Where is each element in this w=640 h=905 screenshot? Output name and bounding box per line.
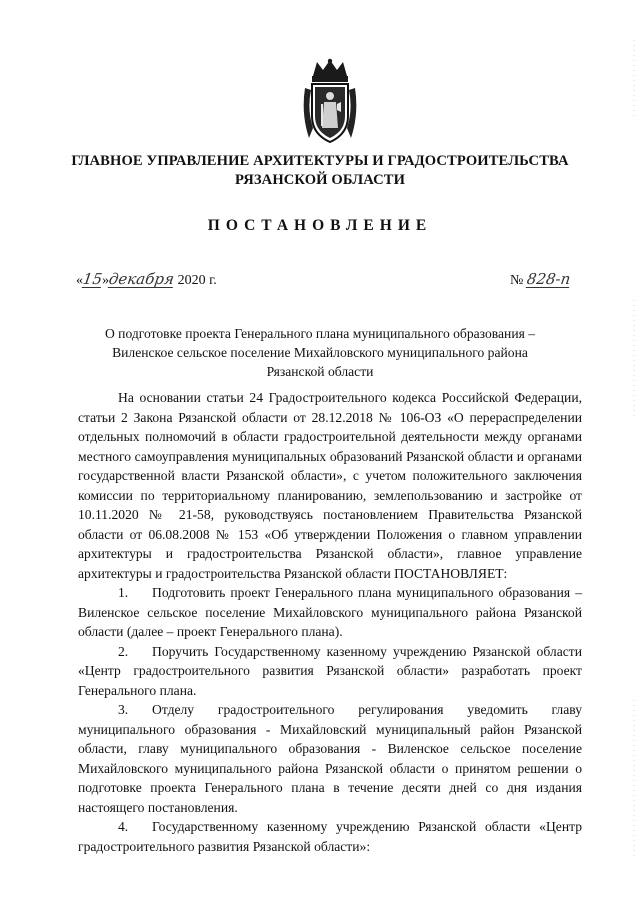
agency-name (40, 152, 600, 190)
number-label: № (510, 273, 524, 288)
item-text: Отделу градостроительного регулирования уведомить главу муниципального образования - Михайловский муниципальный район Рязанской области, главу муниципального образования - Виленское сельское поселение Михайловского муниципального района Рязанской области о принятом решении о подготовке проекта Генерального плана в течение десяти дней со дня издания настоящего постановления. (78, 702, 582, 815)
subject-line-1: О подготовке проекта Генерального плана муниципального образования – (104, 326, 536, 341)
subject-line-2: Виленское сельское поселение Михайловского муниципального района (112, 345, 528, 360)
agency-line-1: ГЛАВНОЕ УПРАВЛЕНИЕ АРХИТЕКТУРЫ И ГРАДОСТРОИТЕЛЬСТВА (71, 153, 569, 169)
document-type: ПОСТАНОВЛЕНИЕ (207, 217, 433, 234)
item-number: 3. (118, 702, 129, 717)
item-text: Поручить Государственному казенному учреждению Рязанской области «Центр градостроительного развития Рязанской области» разработать проект Генерального плана. (78, 643, 582, 698)
item-number: 4. (118, 819, 129, 834)
date-quote-close: » (102, 273, 110, 288)
document-number (510, 270, 570, 289)
list-item (78, 700, 582, 817)
list-item (78, 817, 582, 856)
document-body (78, 388, 582, 856)
list-item (78, 642, 582, 701)
date-month: декабря (107, 270, 176, 288)
item-number: 1. (118, 585, 129, 600)
scan-margin-marks (612, 0, 640, 905)
date-quote-open: « (76, 273, 83, 288)
subject-line-3: Рязанской области (266, 364, 374, 379)
list-item (78, 583, 582, 642)
document-subject (90, 324, 550, 381)
item-text: Государственному казенному учреждению Рязанской области «Центр градостроительного развития Рязанской области»: (78, 819, 582, 854)
preamble-paragraph: На основании статьи 24 Градостроительного кодекса Российской Федерации, статьи 2 Закона Рязанской области от 28.12.2018 № 106-ОЗ «О перераспределении отдельных полномочий в области градостроительной деятельности между органами местного самоуправления муниципальных образований Рязанской области и органами государственной власти Рязанской области», с учетом положительного заключения комиссии по территориальному планированию, землепользованию и застройке от 10.11.2020 № 21-58, руководствуясь постановлением Правительства Рязанской области от 06.08.2008 № 153 «Об утверждении Положения о главном управлении архитектуры и градостроительства Рязанской области», главное управление архитектуры и градостроительства Рязанской области ПОСТАНОВЛЯЕТ: (78, 390, 582, 581)
coat-of-arms-icon (299, 58, 361, 146)
date-day: 15 (81, 270, 104, 288)
date-year: 2020 г. (177, 273, 217, 288)
document-date (76, 270, 217, 289)
agency-line-2: РЯЗАНСКОЙ ОБЛАСТИ (234, 172, 406, 188)
item-text: Подготовить проект Генерального плана муниципального образования – Виленское сельское поселение Михайловского муниципального района Рязанской области (далее – проект Генерального плана). (78, 585, 582, 639)
number-value: 828-п (525, 270, 572, 288)
item-number: 2. (118, 643, 129, 659)
